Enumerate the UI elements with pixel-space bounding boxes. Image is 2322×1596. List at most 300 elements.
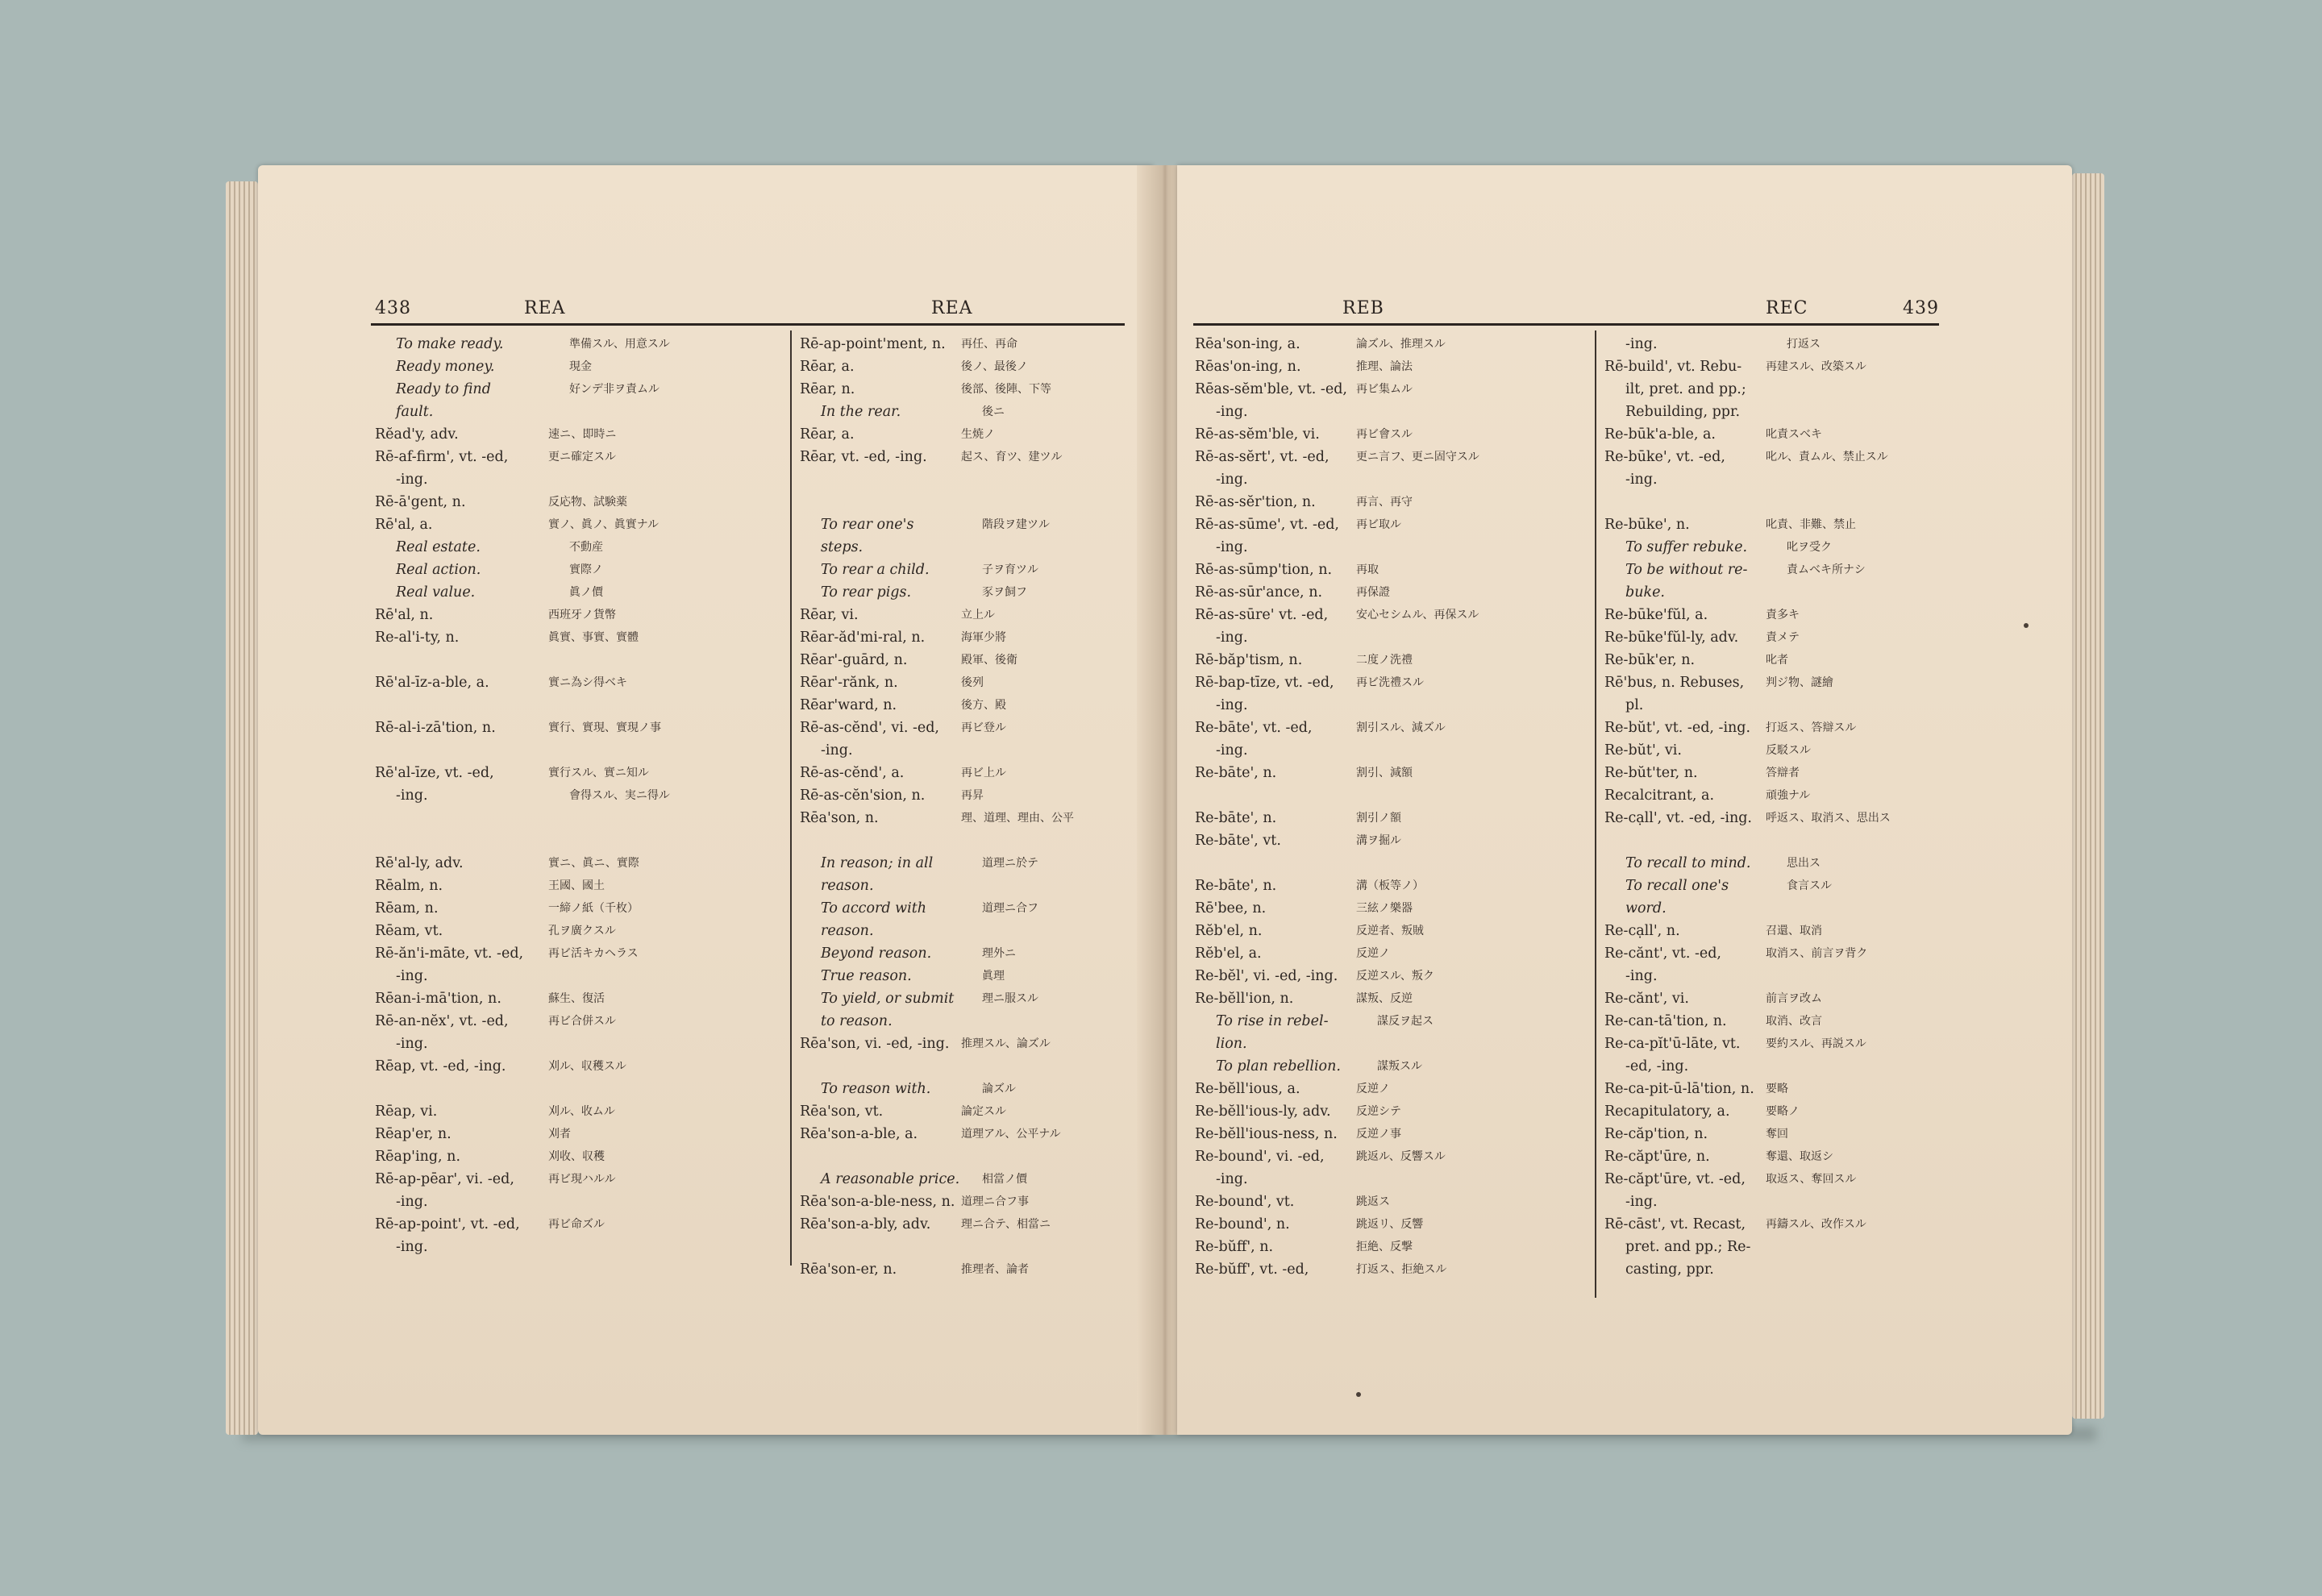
left-column-1 [375, 333, 782, 1258]
right-header-guide-2: REC [1766, 298, 1808, 318]
entry-headword: Re-bāte', n. [1195, 765, 1277, 781]
dictionary-entry [375, 694, 782, 717]
dictionary-entry [1195, 829, 1590, 852]
dictionary-entry [1604, 739, 1943, 762]
entry-headword: To make ready. [396, 336, 504, 352]
entry-headword: To be without re- [1625, 562, 1748, 578]
dictionary-entry [1195, 1100, 1590, 1123]
entry-translation: 再保證 [1356, 586, 1390, 599]
dictionary-entry [800, 401, 1126, 423]
dictionary-entry [375, 649, 782, 671]
dictionary-entry [800, 1010, 1126, 1033]
entry-translation: 拒絶、反撃 [1356, 1241, 1413, 1253]
dictionary-entry [1604, 446, 1943, 468]
dictionary-entry [1195, 717, 1590, 739]
dictionary-entry [800, 378, 1126, 401]
dictionary-entry [1195, 897, 1590, 920]
dictionary-entry [1195, 1191, 1590, 1213]
dictionary-entry [1195, 852, 1590, 875]
dictionary-entry [1195, 1078, 1590, 1100]
entry-translation: 再ビ命ズル [548, 1218, 605, 1231]
entry-translation: 要約スル、再説スル [1766, 1037, 1866, 1050]
entry-headword: -ing. [1625, 472, 1658, 488]
entry-translation: 割引、減額 [1356, 767, 1413, 779]
right-page-number: 439 [1903, 298, 1939, 318]
entry-translation: 速ニ、即時ニ [548, 428, 617, 441]
dictionary-entry [1604, 536, 1943, 559]
entry-headword: Rebuilding, ppr. [1625, 404, 1741, 420]
dictionary-entry [375, 1078, 782, 1100]
dictionary-entry [800, 1033, 1126, 1055]
entry-translation: 現金 [569, 360, 592, 373]
entry-translation: 生焼ノ [961, 428, 995, 441]
entry-headword: steps. [821, 539, 863, 555]
entry-headword: Rē-as-sūre' vt. -ed, [1195, 607, 1329, 623]
dictionary-entry [1604, 581, 1943, 604]
right-page [1177, 165, 2072, 1435]
entry-headword: Re-būke', n. [1604, 517, 1690, 533]
dictionary-entry [800, 649, 1126, 671]
entry-headword: Re-căpt'ūre, vt. -ed, [1604, 1171, 1746, 1187]
entry-headword: Rē-build', vt. Rebu- [1604, 359, 1742, 375]
entry-translation: 理、道理、理由、公平 [961, 812, 1074, 825]
entry-headword: -ing. [1216, 404, 1248, 420]
entry-translation: 打返ス、拒絶スル [1356, 1263, 1447, 1276]
entry-translation: 跳返ル、反響スル [1356, 1150, 1446, 1163]
entry-translation: 反逆ノ事 [1356, 1128, 1401, 1141]
entry-headword: Rēam, vt. [375, 923, 443, 939]
dictionary-entry [375, 1145, 782, 1168]
entry-headword: Rē'bus, n. Rebuses, [1604, 675, 1745, 691]
entry-headword: Re-ca-pit-ū-lā'tion, n. [1604, 1081, 1754, 1097]
entry-translation: 三絃ノ樂器 [1356, 902, 1413, 915]
dictionary-entry [375, 1213, 782, 1236]
entry-translation: 打返ス、答辯スル [1766, 721, 1857, 734]
entry-translation: 思出ス [1787, 857, 1821, 870]
dictionary-entry [1604, 942, 1943, 965]
entry-headword: -ing. [1216, 539, 1248, 555]
entry-headword: Rē'al-īz-a-ble, a. [375, 675, 489, 691]
left-header-rule [371, 323, 1125, 326]
entry-headword: Re-būke'fŭl-ly, adv. [1604, 630, 1739, 646]
entry-translation: 叱責、非難、禁止 [1766, 518, 1856, 531]
entry-translation: 眞ノ價 [569, 586, 603, 599]
entry-headword: Beyond reason. [821, 946, 932, 962]
dictionary-entry [800, 626, 1126, 649]
dictionary-entry [1195, 739, 1590, 762]
dictionary-entry [1604, 694, 1943, 717]
entry-headword: Re-bound', vi. -ed, [1195, 1149, 1325, 1165]
entry-translation: 實行、實現、實現ノ事 [548, 721, 661, 734]
right-column-divider [1595, 330, 1596, 1298]
entry-headword: To rear one's [821, 517, 914, 533]
dictionary-entry [1195, 423, 1590, 446]
dictionary-entry [1195, 355, 1590, 378]
entry-headword: to reason. [821, 1013, 893, 1029]
entry-headword: Recapitulatory, a. [1604, 1103, 1730, 1120]
entry-translation: 相當ノ價 [982, 1173, 1027, 1186]
dictionary-entry [800, 852, 1126, 875]
entry-headword: Rēar'ward, n. [800, 697, 897, 713]
entry-headword: To recall one's [1625, 878, 1729, 894]
entry-translation: 叱者 [1766, 654, 1788, 667]
dictionary-entry [375, 1236, 782, 1258]
entry-headword: Re-al'i-ty, n. [375, 630, 460, 646]
entry-headword: Re-būke'fŭl, a. [1604, 607, 1708, 623]
dictionary-entry [1604, 671, 1943, 694]
entry-headword: Rē-bap-tīze, vt. -ed, [1195, 675, 1334, 691]
entry-headword: Rēar'-guārd, n. [800, 652, 908, 668]
entry-headword: word. [1625, 900, 1667, 916]
entry-translation: 論定スル [961, 1105, 1006, 1118]
dictionary-entry [1604, 1123, 1943, 1145]
entry-headword: To reason with. [821, 1081, 931, 1097]
entry-headword: lion. [1216, 1036, 1247, 1052]
entry-headword: Re-bŭt', vi. [1604, 742, 1682, 759]
entry-translation: 眞實、事實、實體 [548, 631, 639, 644]
dictionary-entry [1195, 401, 1590, 423]
entry-headword: Real estate. [396, 539, 481, 555]
entry-translation: 安心セシムル、再保スル [1356, 609, 1479, 621]
entry-headword: Rē-as-sūme', vt. -ed, [1195, 517, 1339, 533]
entry-translation: 道理ニ合フ [982, 902, 1038, 915]
entry-headword: Re-can-tā'tion, n. [1604, 1013, 1727, 1029]
entry-headword: ilt, pret. and pp.; [1625, 381, 1746, 397]
entry-translation: 反駁スル [1766, 744, 1811, 757]
entry-translation: 實際ノ [569, 563, 603, 576]
dictionary-entry [1604, 513, 1943, 536]
entry-headword: -ing. [1625, 1194, 1658, 1210]
dictionary-entry [375, 581, 782, 604]
open-book [226, 165, 2104, 1435]
entry-headword: True reason. [821, 968, 912, 984]
entry-translation: 海軍少將 [961, 631, 1006, 644]
entry-translation: 謀叛スル [1377, 1060, 1422, 1073]
dictionary-entry [375, 671, 782, 694]
entry-headword: -ing. [396, 1239, 428, 1255]
entry-headword: Rēap, vi. [375, 1103, 438, 1120]
entry-headword: Rē-cāst', vt. Recast, [1604, 1216, 1746, 1232]
dictionary-entry [375, 762, 782, 784]
dictionary-entry [800, 1145, 1126, 1168]
entry-headword: Rē-as-sĕm'ble, vi. [1195, 426, 1320, 443]
dictionary-entry [1604, 784, 1943, 807]
entry-headword: Rēap'er, n. [375, 1126, 452, 1142]
entry-headword: Rē-as-sĕrt', vt. -ed, [1195, 449, 1330, 465]
entry-translation: 再建スル、改築スル [1766, 360, 1866, 373]
left-column-2 [800, 333, 1126, 1281]
dictionary-entry [800, 1236, 1126, 1258]
dictionary-entry [375, 378, 782, 401]
dictionary-entry [800, 987, 1126, 1010]
dictionary-entry [800, 875, 1126, 897]
entry-translation: 再ビ洗禮スル [1356, 676, 1424, 689]
entry-headword: -ing. [1216, 697, 1248, 713]
dictionary-entry [1195, 581, 1590, 604]
entry-translation: 實ニ、眞ニ、實際 [548, 857, 639, 870]
entry-translation: 刈者 [548, 1128, 571, 1141]
right-column-2 [1604, 333, 1943, 1281]
entry-headword: Re-cănt', vt. -ed, [1604, 946, 1721, 962]
dictionary-entry [1604, 875, 1943, 897]
entry-headword: Rēas-sĕm'ble, vt. -ed, [1195, 381, 1347, 397]
dictionary-entry [1195, 784, 1590, 807]
dictionary-entry [375, 920, 782, 942]
entry-headword: Re-bāte', n. [1195, 878, 1277, 894]
entry-translation: 召還、取消 [1766, 925, 1822, 937]
entry-translation: 準備スル、用意スル [569, 338, 670, 351]
dictionary-entry [800, 1168, 1126, 1191]
entry-headword: Ready money. [396, 359, 495, 375]
entry-translation: 反逆者、叛賊 [1356, 925, 1424, 937]
dictionary-entry [1195, 604, 1590, 626]
dictionary-entry [800, 920, 1126, 942]
dictionary-entry [375, 401, 782, 423]
dictionary-entry [1604, 920, 1943, 942]
dictionary-entry [1195, 965, 1590, 987]
dictionary-entry [1604, 1236, 1943, 1258]
dictionary-entry [1604, 491, 1943, 513]
entry-translation: 後方、殿 [961, 699, 1006, 712]
dictionary-entry [800, 468, 1126, 491]
entry-translation: 判ジ物、謎繪 [1766, 676, 1833, 689]
entry-translation: 蘇生、復活 [548, 992, 605, 1005]
entry-translation: 再ビ現ハルル [548, 1173, 616, 1186]
entry-translation: 再ビ集ムル [1356, 383, 1413, 396]
dictionary-entry [800, 762, 1126, 784]
entry-headword: -ing. [1216, 1171, 1248, 1187]
right-column-1 [1195, 333, 1590, 1281]
entry-headword: Rēar, a. [800, 359, 855, 375]
dictionary-entry [1195, 536, 1590, 559]
dictionary-entry [1604, 1213, 1943, 1236]
dictionary-entry [800, 1100, 1126, 1123]
entry-headword: -ing. [396, 968, 428, 984]
dictionary-entry [375, 446, 782, 468]
dictionary-entry [1195, 446, 1590, 468]
entry-translation: 再ビ登ル [961, 721, 1006, 734]
dictionary-entry [375, 875, 782, 897]
dictionary-entry [1604, 1100, 1943, 1123]
dictionary-entry [1604, 1145, 1943, 1168]
dictionary-entry [1604, 604, 1943, 626]
entry-headword: Rē-ap-pēar', vi. -ed, [375, 1171, 514, 1187]
entry-headword: Re-căpt'ūre, n. [1604, 1149, 1710, 1165]
entry-translation: 推理、論法 [1356, 360, 1413, 373]
entry-translation: 階段ヲ建ツル [982, 518, 1050, 531]
entry-headword: Re-bound', vt. [1195, 1194, 1295, 1210]
dictionary-entry [1604, 1055, 1943, 1078]
dictionary-entry [375, 965, 782, 987]
entry-headword: Re-bound', n. [1195, 1216, 1290, 1232]
entry-headword: Re-būk'a-ble, a. [1604, 426, 1716, 443]
entry-translation: 呼返ス、取消ス、思出ス [1766, 812, 1891, 825]
left-column-divider [790, 330, 792, 1266]
entry-headword: -ing. [396, 1194, 428, 1210]
entry-translation: 取消ス、前言ヲ背ク [1766, 947, 1868, 960]
entry-headword: Re-căp'tion, n. [1604, 1126, 1708, 1142]
entry-translation: 反逆スル、叛ク [1356, 970, 1434, 983]
dictionary-entry [1604, 423, 1943, 446]
entry-headword: Rē-as-sĕr'tion, n. [1195, 494, 1316, 510]
entry-headword: To accord with [821, 900, 926, 916]
ink-spot [2024, 623, 2029, 628]
entry-translation: 再取 [1356, 563, 1379, 576]
dictionary-entry [375, 626, 782, 649]
dictionary-entry [375, 852, 782, 875]
entry-headword: Rēan-i-mā'tion, n. [375, 991, 501, 1007]
dictionary-entry [1195, 1123, 1590, 1145]
entry-translation: 實ニ為シ得ベキ [548, 676, 627, 689]
entry-headword: Rē'al-ly, adv. [375, 855, 464, 871]
entry-translation: 西班牙ノ貨幣 [548, 609, 616, 621]
entry-headword: A reasonable price. [821, 1171, 960, 1187]
dictionary-entry [1195, 1213, 1590, 1236]
dictionary-entry [1604, 987, 1943, 1010]
entry-translation: 前言ヲ改ム [1766, 992, 1822, 1005]
dictionary-entry [1195, 378, 1590, 401]
dictionary-entry [1604, 649, 1943, 671]
dictionary-entry [800, 739, 1126, 762]
dictionary-entry [375, 717, 782, 739]
entry-headword: Real action. [396, 562, 481, 578]
entry-headword: Rēar, n. [800, 381, 855, 397]
dictionary-entry [375, 987, 782, 1010]
entry-translation: 更ニ言フ、更ニ固守スル [1356, 451, 1479, 463]
entry-headword: Rēa'son, n. [800, 810, 879, 826]
entry-translation: 論ズル [982, 1083, 1016, 1095]
dictionary-entry [1604, 1168, 1943, 1191]
entry-translation: 後ノ、最後ノ [961, 360, 1028, 373]
entry-headword: fault. [396, 404, 434, 420]
entry-headword: Rēa'son-a-ble, a. [800, 1126, 918, 1142]
entry-translation: 推理者、論者 [961, 1263, 1029, 1276]
entry-translation: 溝（板等ノ） [1356, 879, 1424, 892]
left-header-guide-1: REA [524, 298, 566, 318]
entry-translation: 道理ニ合フ事 [961, 1195, 1029, 1208]
entry-headword: -ing. [1216, 630, 1248, 646]
entry-translation: 一締ノ紙（千枚） [548, 902, 639, 915]
entry-translation: 跳返リ、反響 [1356, 1218, 1424, 1231]
entry-translation: 不動産 [569, 541, 603, 554]
dictionary-entry [1195, 671, 1590, 694]
dictionary-entry [1195, 942, 1590, 965]
dictionary-entry [375, 1123, 782, 1145]
entry-headword: Rēar, vi. [800, 607, 859, 623]
entry-headword: To yield, or submit [821, 991, 955, 1007]
dictionary-entry [800, 671, 1126, 694]
entry-headword: To rear a child. [821, 562, 930, 578]
dictionary-entry [375, 1168, 782, 1191]
entry-headword: Rēap, vt. -ed, -ing. [375, 1058, 506, 1074]
entry-translation: 奪還、取返シ [1766, 1150, 1833, 1163]
entry-headword: Rēam, n. [375, 900, 439, 916]
entry-translation: 會得スル、実ニ得ル [569, 789, 670, 802]
entry-translation: 後部、後陣、下等 [961, 383, 1051, 396]
entry-headword: Rēar, a. [800, 426, 855, 443]
entry-translation: 再昇 [961, 789, 984, 802]
entry-headword: Rē-as-cĕnd', vi. -ed, [800, 720, 939, 736]
entry-headword: Rē-an-nĕx', vt. -ed, [375, 1013, 509, 1029]
entry-translation: 殿軍、後衛 [961, 654, 1017, 667]
dictionary-entry [1604, 965, 1943, 987]
entry-translation: 謀反ヲ起ス [1377, 1015, 1434, 1028]
page-edges-left [226, 181, 258, 1435]
entry-headword: Rē'bee, n. [1195, 900, 1267, 916]
dictionary-entry [800, 807, 1126, 829]
dictionary-entry [800, 581, 1126, 604]
entry-headword: reason. [821, 923, 874, 939]
dictionary-entry [800, 446, 1126, 468]
dictionary-entry [1604, 1010, 1943, 1033]
entry-translation: 溝ヲ掘ル [1356, 834, 1401, 847]
dictionary-entry [375, 1033, 782, 1055]
entry-translation: 再ビ合併スル [548, 1015, 616, 1028]
entry-headword: Real value. [396, 584, 476, 601]
dictionary-entry [1604, 829, 1943, 852]
entry-headword: Recalcitrant, a. [1604, 788, 1715, 804]
dictionary-entry [1604, 1258, 1943, 1281]
dictionary-entry [1195, 559, 1590, 581]
entry-translation: 道理アル、公平ナル [961, 1128, 1061, 1141]
entry-headword: -ing. [1625, 968, 1658, 984]
entry-headword: pret. and pp.; Re- [1625, 1239, 1751, 1255]
entry-translation: 再ビ會スル [1356, 428, 1413, 441]
entry-translation: 反応物、試験薬 [548, 496, 627, 509]
dictionary-entry [1195, 333, 1590, 355]
dictionary-entry [1195, 987, 1590, 1010]
entry-translation: 理ニ服スル [982, 992, 1038, 1005]
entry-headword: Rē-as-sūr'ance, n. [1195, 584, 1323, 601]
entry-translation: 孔ヲ廣クスル [548, 925, 616, 937]
entry-headword: Rē'al, a. [375, 517, 433, 533]
dictionary-entry [1604, 852, 1943, 875]
entry-translation: 叱ル、責ムル、禁止スル [1766, 451, 1888, 463]
dictionary-entry [1195, 1055, 1590, 1078]
entry-headword: Rē-as-sūmp'tion, n. [1195, 562, 1333, 578]
dictionary-entry [1604, 468, 1943, 491]
dictionary-entry [375, 829, 782, 852]
dictionary-entry [1195, 626, 1590, 649]
entry-translation: 割引スル、減ズル [1356, 721, 1446, 734]
entry-translation: 跳返ス [1356, 1195, 1390, 1208]
dictionary-entry [375, 491, 782, 513]
dictionary-entry [800, 829, 1126, 852]
dictionary-entry [800, 355, 1126, 378]
entry-headword: To rear pigs. [821, 584, 912, 601]
dictionary-entry [1195, 1258, 1590, 1281]
dictionary-entry [800, 1055, 1126, 1078]
dictionary-entry [375, 942, 782, 965]
entry-translation: 謀叛、反逆 [1356, 992, 1413, 1005]
entry-headword: Re-būke', vt. -ed, [1604, 449, 1725, 465]
entry-headword: Rēap'ing, n. [375, 1149, 461, 1165]
entry-translation: 起ス、育ツ、建ツル [961, 451, 1063, 463]
dictionary-entry [800, 1078, 1126, 1100]
entry-headword: Re-bŭt'ter, n. [1604, 765, 1698, 781]
entry-headword: Re-bŭff', n. [1195, 1239, 1274, 1255]
entry-headword: Rē-ap-point', vt. -ed, [375, 1216, 520, 1232]
dictionary-entry [800, 717, 1126, 739]
entry-translation: 取消、改言 [1766, 1015, 1822, 1028]
dictionary-entry [1195, 468, 1590, 491]
entry-translation: 反逆ノ [1356, 947, 1390, 960]
dictionary-entry [1604, 559, 1943, 581]
entry-headword: Rĕb'el, n. [1195, 923, 1263, 939]
entry-headword: pl. [1625, 697, 1644, 713]
dictionary-entry [375, 559, 782, 581]
dictionary-entry [1604, 807, 1943, 829]
